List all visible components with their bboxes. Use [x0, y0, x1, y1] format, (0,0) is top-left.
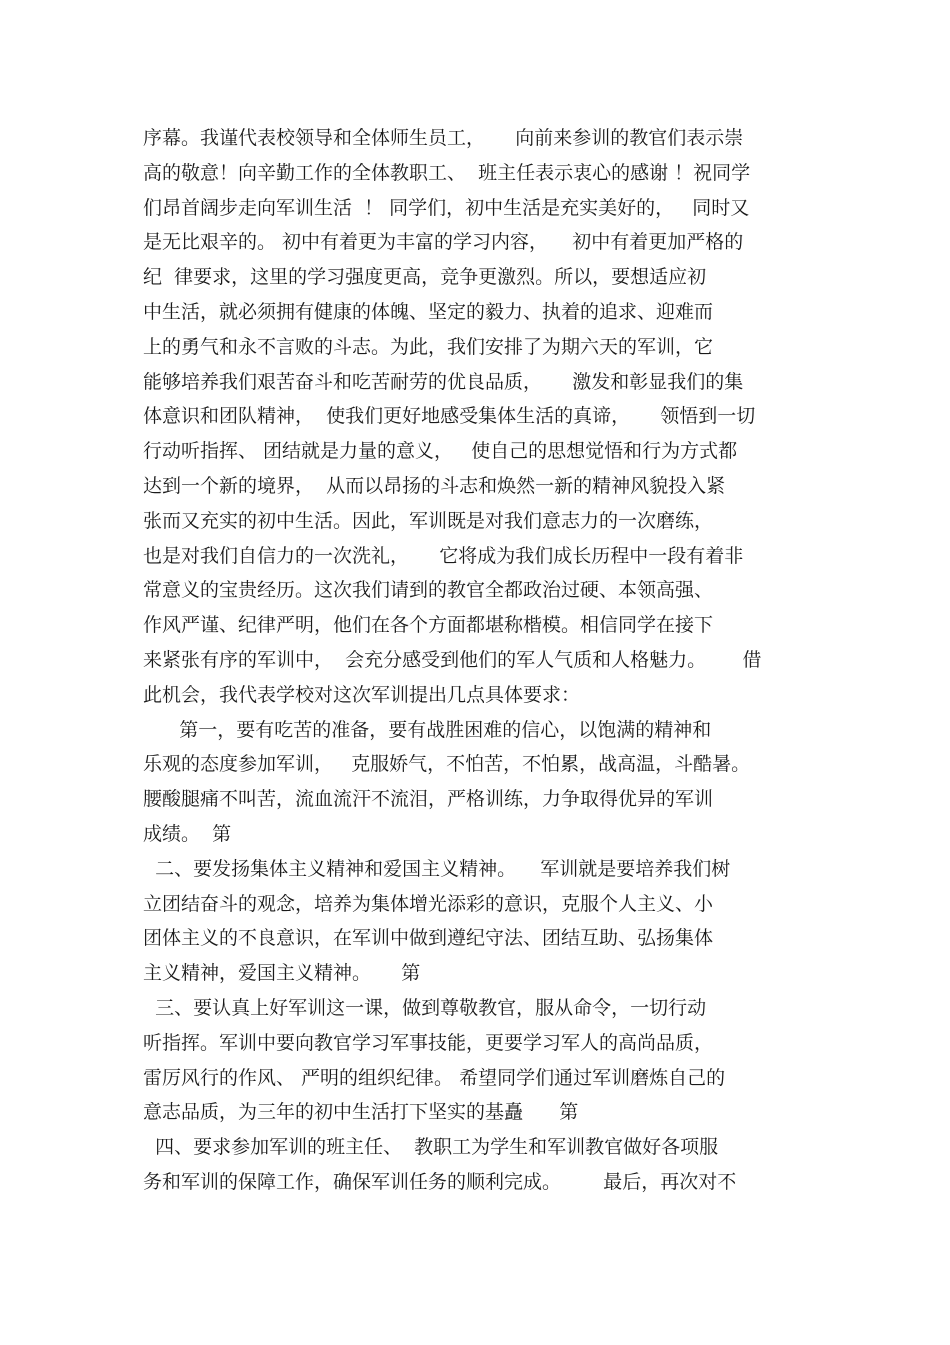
text-line-5: 纪 律要求，这里的学习强度更高，竞争更激烈。所以，要想适应初 [143, 266, 707, 289]
text-line-24: 团体主义的不良意识，在军训中做到遵纪守法、团结互助、弘扬集体 [143, 927, 714, 950]
text-line-23: 立团结奋斗的观念，培养为集体增光添彩的意识，克服个人主义、小 [143, 892, 714, 915]
text-line-27: 听指挥。军训中要向教官学习军事技能，更要学习军人的高尚品质， [143, 1031, 714, 1054]
text-line-21: 成绩。 第 [143, 822, 232, 845]
text-line-29: 意志品质，为三年的初中生活打下坚实的基矗 第 [143, 1101, 579, 1124]
text-line-26: 三、要认真上好军训这一课，做到尊敬教官，服从命令，一切行动 [143, 996, 707, 1019]
text-line-16: 来紧张有序的军训中， 会充分感受到他们的军人气质和人格魅力。 借 [143, 648, 762, 671]
text-line-28: 雷厉风行的作风、 严明的组织纪律。 希望同学们通过军训磨炼自己的 [143, 1066, 726, 1089]
text-line-12: 张而又充实的初中生活。因此，军训既是对我们意志力的一次磨练， [143, 509, 714, 532]
text-line-8: 能够培养我们艰苦奋斗和吃苦耐劳的优良品质， 激发和彰显我们的集 [143, 370, 744, 393]
text-line-17: 此机会，我代表学校对这次军训提出几点具体要求： [143, 683, 581, 706]
text-line-30: 四、要求参加军训的班主任、 教职工为学生和军训教官做好各项服 [143, 1136, 719, 1159]
text-line-10: 行动听指挥、 团结就是力量的意义， 使自己的思想觉悟和行为方式都 [143, 440, 738, 463]
text-line-6: 中生活，就必须拥有健康的体魄、坚定的毅力、执着的追求、迎难而 [143, 300, 714, 323]
text-line-3: 们昂首阔步走向军训生活 ！ 同学们，初中生活是充实美好的， 同时又 [143, 196, 750, 219]
text-line-4: 是无比艰辛的。 初中有着更为丰富的学习内容， 初中有着更加严格的 [143, 231, 744, 254]
text-line-7: 上的勇气和永不言败的斗志。为此，我们安排了为期六天的军训，它 [143, 335, 714, 358]
text-line-25: 主义精神，爱国主义精神。 第 [143, 962, 421, 985]
text-line-2: 高的敬意！向辛勤工作的全体教职工、 班主任表示衷心的感谢 ！祝同学 [143, 161, 751, 184]
text-line-31: 务和军训的保障工作，确保军训任务的顺利完成。 最后，再次对不 [143, 1170, 737, 1193]
text-line-9: 体意识和团队精神， 使我们更好地感受集体生活的真谛， 领悟到一切 [143, 405, 756, 428]
text-line-22: 二、要发扬集体主义精神和爱国主义精神。 军训就是要培养我们树 [143, 857, 731, 880]
text-line-20: 腰酸腿痛不叫苦，流血流汗不流泪，严格训练，力争取得优异的军训 [143, 788, 714, 811]
text-line-18: 第一，要有吃苦的准备，要有战胜困难的信心，以饱满的精神和 [143, 718, 712, 741]
text-line-15: 作风严谨、纪律严明，他们在各个方面都堪称楷模。相信同学在接下 [143, 614, 714, 637]
text-line-13: 也是对我们自信力的一次洗礼， 它将成为我们成长历程中一段有着非 [143, 544, 744, 567]
text-line-19: 乐观的态度参加军训， 克服娇气，不怕苦，不怕累，战高温，斗酷暑。 [143, 753, 751, 776]
text-line-14: 常意义的宝贵经历。这次我们请到的教官全都政治过硬、本领高强、 [143, 579, 714, 602]
text-line-1: 序幕。我谨代表校领导和全体师生员工， 向前来参训的教官们表示崇 [143, 127, 744, 149]
text-line-11: 达到一个新的境界， 从而以昂扬的斗志和焕然一新的精神风貌投入紧 [143, 474, 726, 497]
document-body [143, 121, 823, 1200]
